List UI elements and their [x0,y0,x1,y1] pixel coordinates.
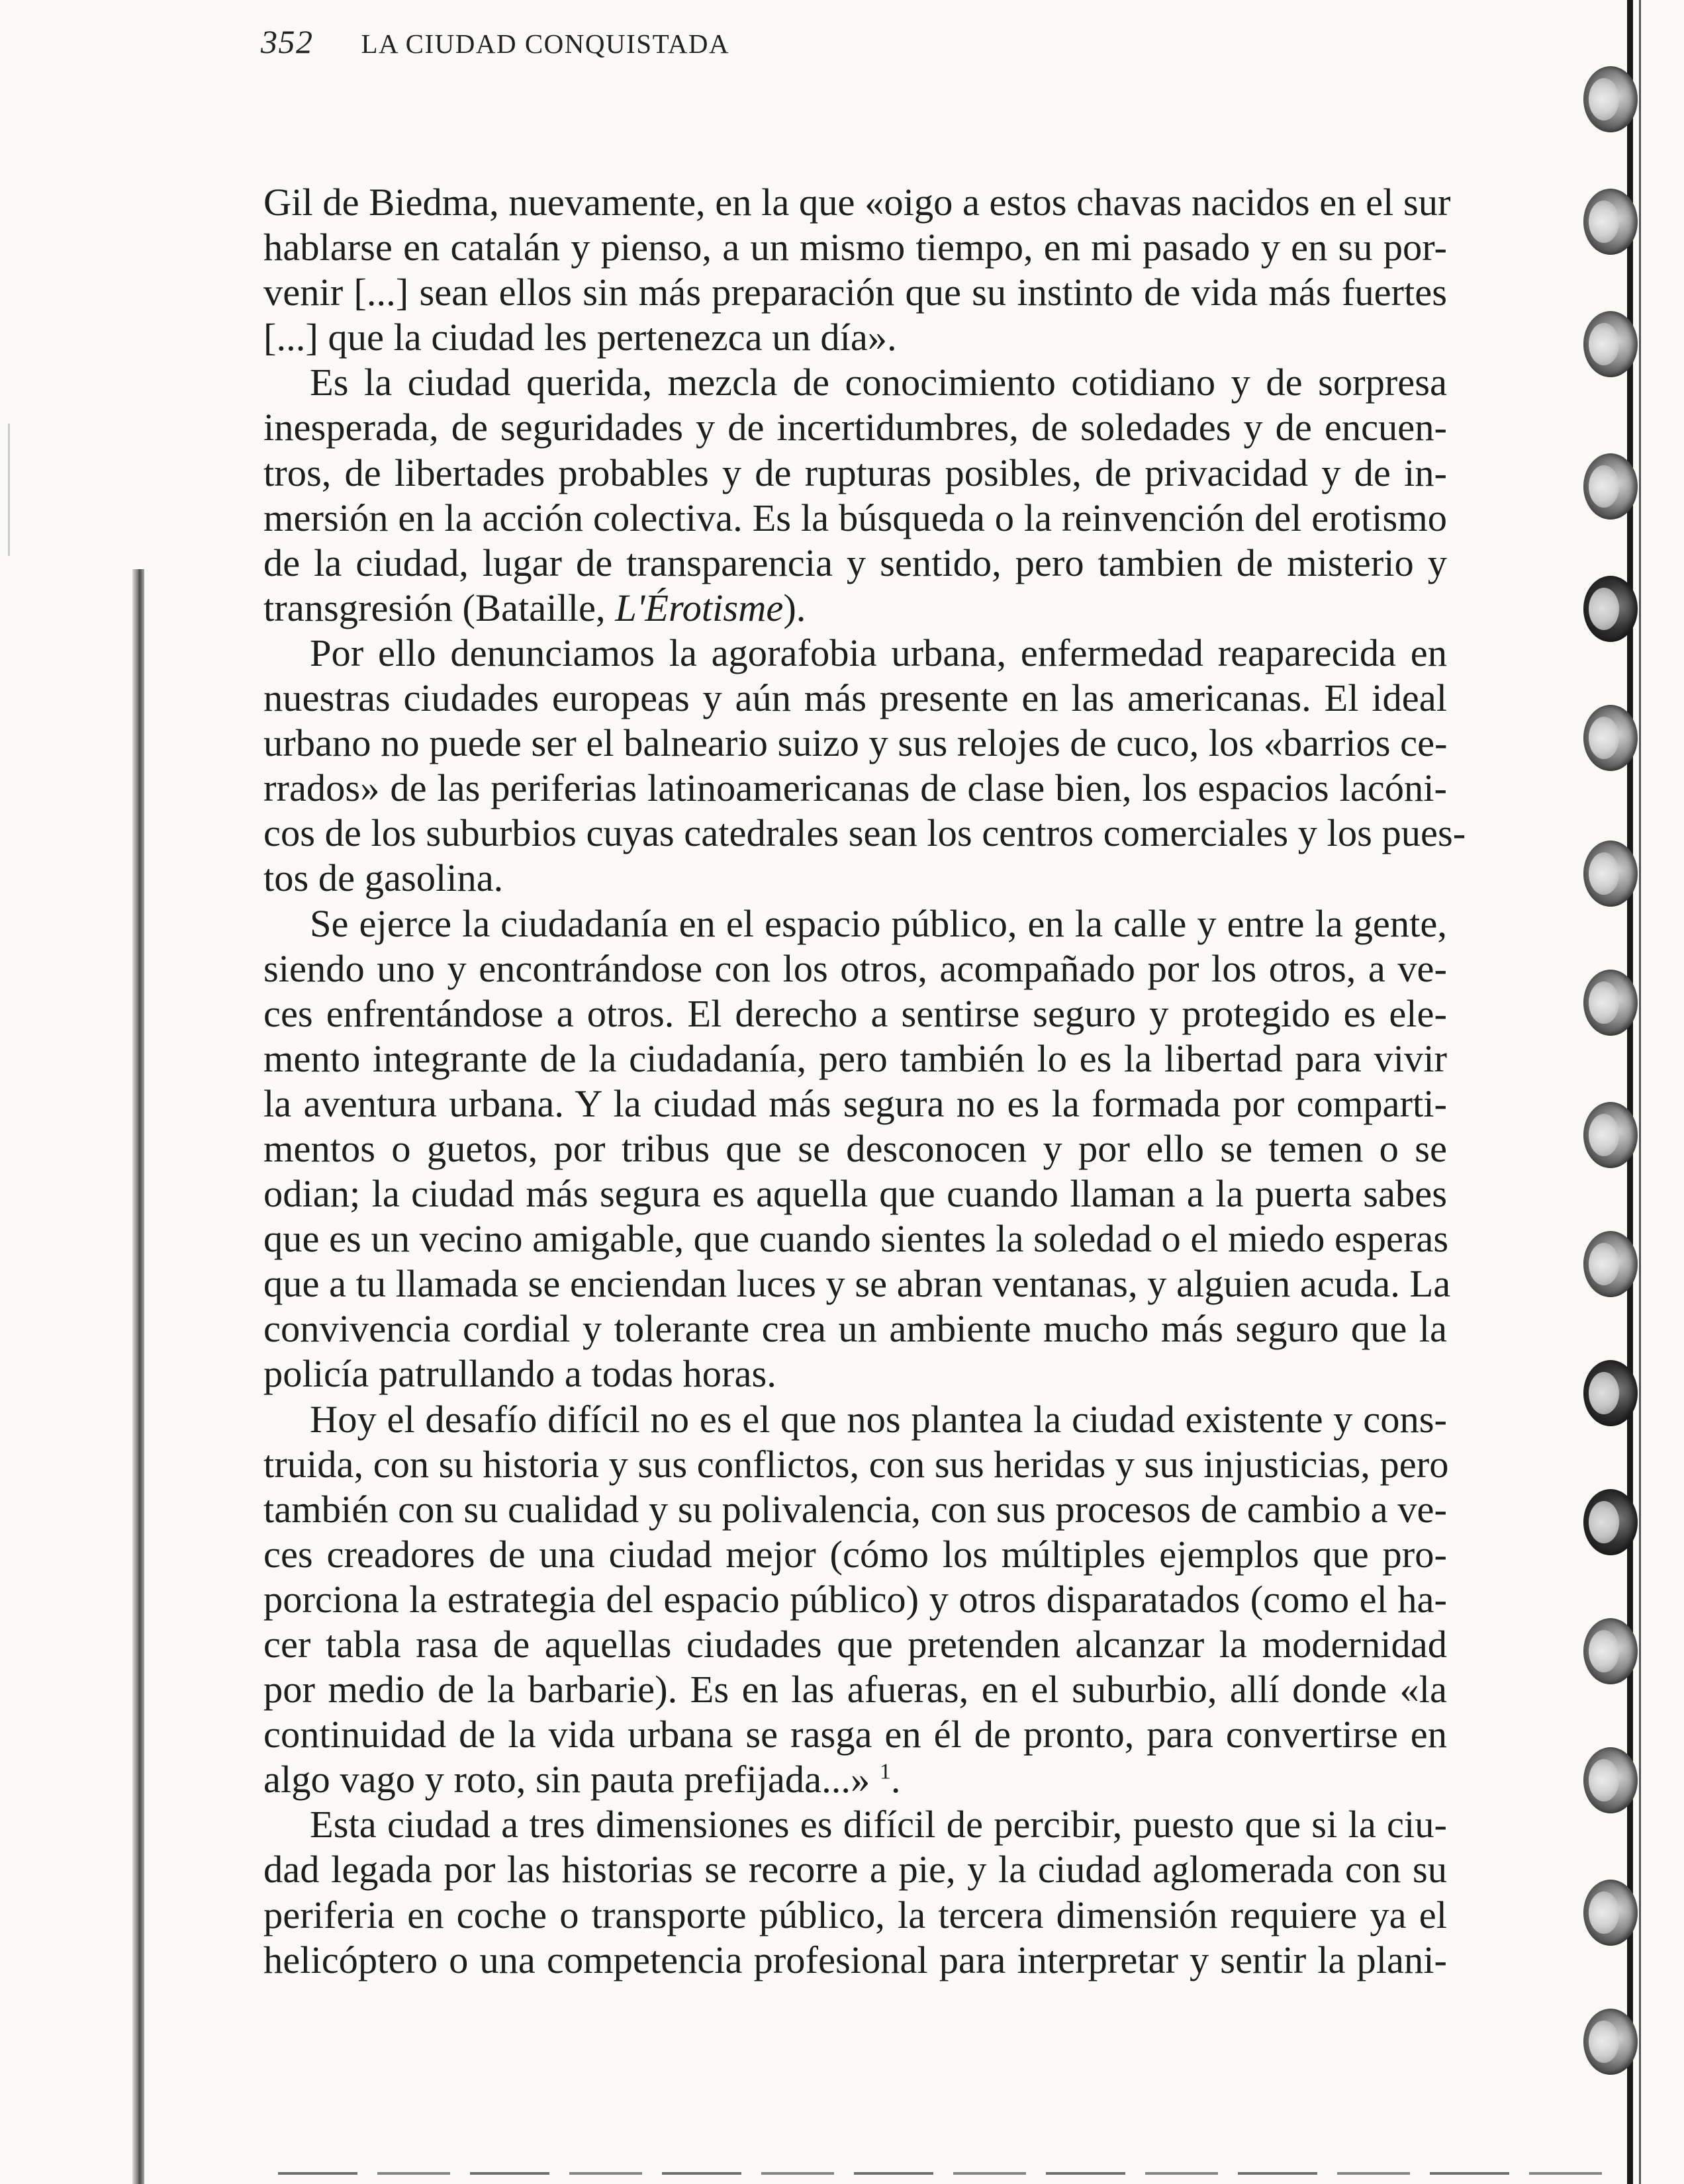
footnote-tail: . [890,1758,901,1801]
text-line: nuestras ciudades europeas y aún más presente en las americanas. El ideal [263,676,1447,720]
text-line: inesperada, de seguridades y de incertidumbres, de soledades y de encuen- [263,406,1447,449]
binding-ring-icon [1583,66,1638,132]
binding-ring-icon [1583,1489,1638,1555]
binding-ring-icon [1583,1360,1638,1426]
text-line: mento integrante de la ciudadanía, pero también lo es la libertad para vivir [263,1036,1447,1080]
text-line: tos de gasolina. [263,856,504,900]
binding-ring-icon [1583,189,1638,255]
body-text [263,180,1466,1983]
text-line: rrados» de las periferias latinoamericanas de clase bien, los espacios lacóni- [263,766,1447,810]
text-line: urbano no puede ser el balneario suizo y sus relojes de cuco, los «barrios ce- [263,721,1448,765]
binding-ring-icon [1583,1618,1638,1684]
italic-book-title: L'Érotisme [615,586,784,629]
binding-ring-icon [1583,1102,1638,1168]
text-line: la aventura urbana. Y la ciudad más segura no es la formada por comparti- [263,1081,1447,1125]
binding-ring-icon [1583,1747,1638,1813]
binding-ring-icon [1583,311,1638,377]
text-line-with-citation [263,586,1447,631]
text-line: tros, de libertades probables y de rupturas posibles, de privacidad y de in- [263,451,1447,494]
page-bottom-edge [278,2172,1615,2175]
text-line: Se ejerce la ciudadanía en el espacio público, en la calle y entre la gente, [310,901,1447,945]
binding-ring-icon [1583,453,1638,520]
running-header [261,23,729,69]
text-line: Por ello denunciamos la agorafobia urbana, enfermedad reaparecida en [310,631,1447,674]
page-left-edge-shadow [132,569,144,2184]
text-line: convivencia cordial y tolerante crea un ambiente mucho más seguro que la [263,1307,1447,1351]
text-line-start: transgresión (Bataille, [263,586,616,629]
text-line: policía patrullando a todas horas. [263,1352,776,1396]
text-line: helicóptero o una competencia profesional para interpretar y sentir la plani- [263,1938,1447,1981]
text-line: porciona la estrategia del espacio público) y otros disparatados (como el ha- [263,1577,1447,1621]
text-line: cer tabla rasa de aquellas ciudades que pretenden alcanzar la modernidad [263,1623,1447,1666]
binding-ring-icon [1583,705,1638,771]
text-line: siendo uno y encontrándose con los otros, acompañado por los otros, a ve- [263,946,1447,990]
running-title: LA CIUDAD CONQUISTADA [361,28,730,59]
text-line-start: algo vago y roto, sin pauta prefijada...» [263,1758,880,1801]
text-line: que es un vecino amigable, que cuando sientes la soledad o el miedo esperas [263,1217,1449,1261]
text-line: ces enfrentándose a otros. El derecho a sentirse seguro y protegido es ele- [263,991,1447,1035]
text-line: truida, con su historia y sus conflictos, con sus heridas y sus injusticias, pero [263,1442,1449,1486]
text-line: Gil de Biedma, nuevamente, en la que «oigo a estos chavas nacidos en el sur [263,181,1451,224]
page-number: 352 [261,23,314,60]
binding-ring-icon [1583,841,1638,907]
binding-ring-icon [1583,1880,1638,1946]
text-line: mentos o guetos, por tribus que se desconocen y por ello se temen o se [263,1126,1447,1170]
text-line: también con su cualidad y su polivalencia, con sus procesos de cambio a ve- [263,1487,1447,1531]
scan-artifact-mark [8,424,10,556]
text-line: de la ciudad, lugar de transparencia y sentido, pero tambien de misterio y [263,541,1447,584]
text-line: Hoy el desafío difícil no es el que nos plantea la ciudad existente y cons- [310,1397,1447,1441]
text-line: dad legada por las historias se recorre a pie, y la ciudad aglomerada con su [263,1848,1447,1891]
binding-ring-icon [1583,970,1638,1036]
text-line: ces creadores de una ciudad mejor (cómo los múltiples ejemplos que pro- [263,1532,1447,1576]
text-line: [...] que la ciudad les pertenezca un día». [263,316,897,359]
text-line: por medio de la barbarie). Es en las afueras, en el suburbio, allí donde «la [263,1668,1447,1711]
text-line: continuidad de la vida urbana se rasga en él de pronto, para convertirse en [263,1713,1447,1756]
text-line: que a tu llamada se enciendan luces y se abran ventanas, y alguien acuda. La [263,1262,1451,1306]
text-line: mersión en la acción colectiva. Es la búsqueda o la reinvención del erotismo [263,496,1447,539]
text-line: Esta ciudad a tres dimensiones es difícil de percibir, puesto que si la ciu- [310,1803,1447,1846]
binding-spine-edge [1639,0,1641,2184]
text-line: odian; la ciudad más segura es aquella que cuando llaman a la puerta sabes [263,1172,1447,1216]
binding-ring-icon [1583,576,1638,642]
closing-parenthesis: ). [783,586,806,629]
text-line: venir [...] sean ellos sin más preparación que su instinto de vida más fuertes [263,271,1447,314]
text-line: hablarse en catalán y pienso, a un mismo tiempo, en mi pasado y en su por- [263,226,1447,269]
binding-ring-icon [1583,1231,1638,1297]
binding-ring-icon [1583,2009,1638,2075]
text-line: periferia en coche o transporte público, la tercera dimensión requiere ya el [263,1893,1447,1936]
footnote-marker: 1 [879,1759,891,1784]
text-line-with-footnote [263,1757,1447,1802]
text-line: Es la ciudad querida, mezcla de conocimiento cotidiano y de sorpresa [310,361,1447,404]
text-line: cos de los suburbios cuyas catedrales sean los centros comerciales y los pues- [263,811,1466,855]
